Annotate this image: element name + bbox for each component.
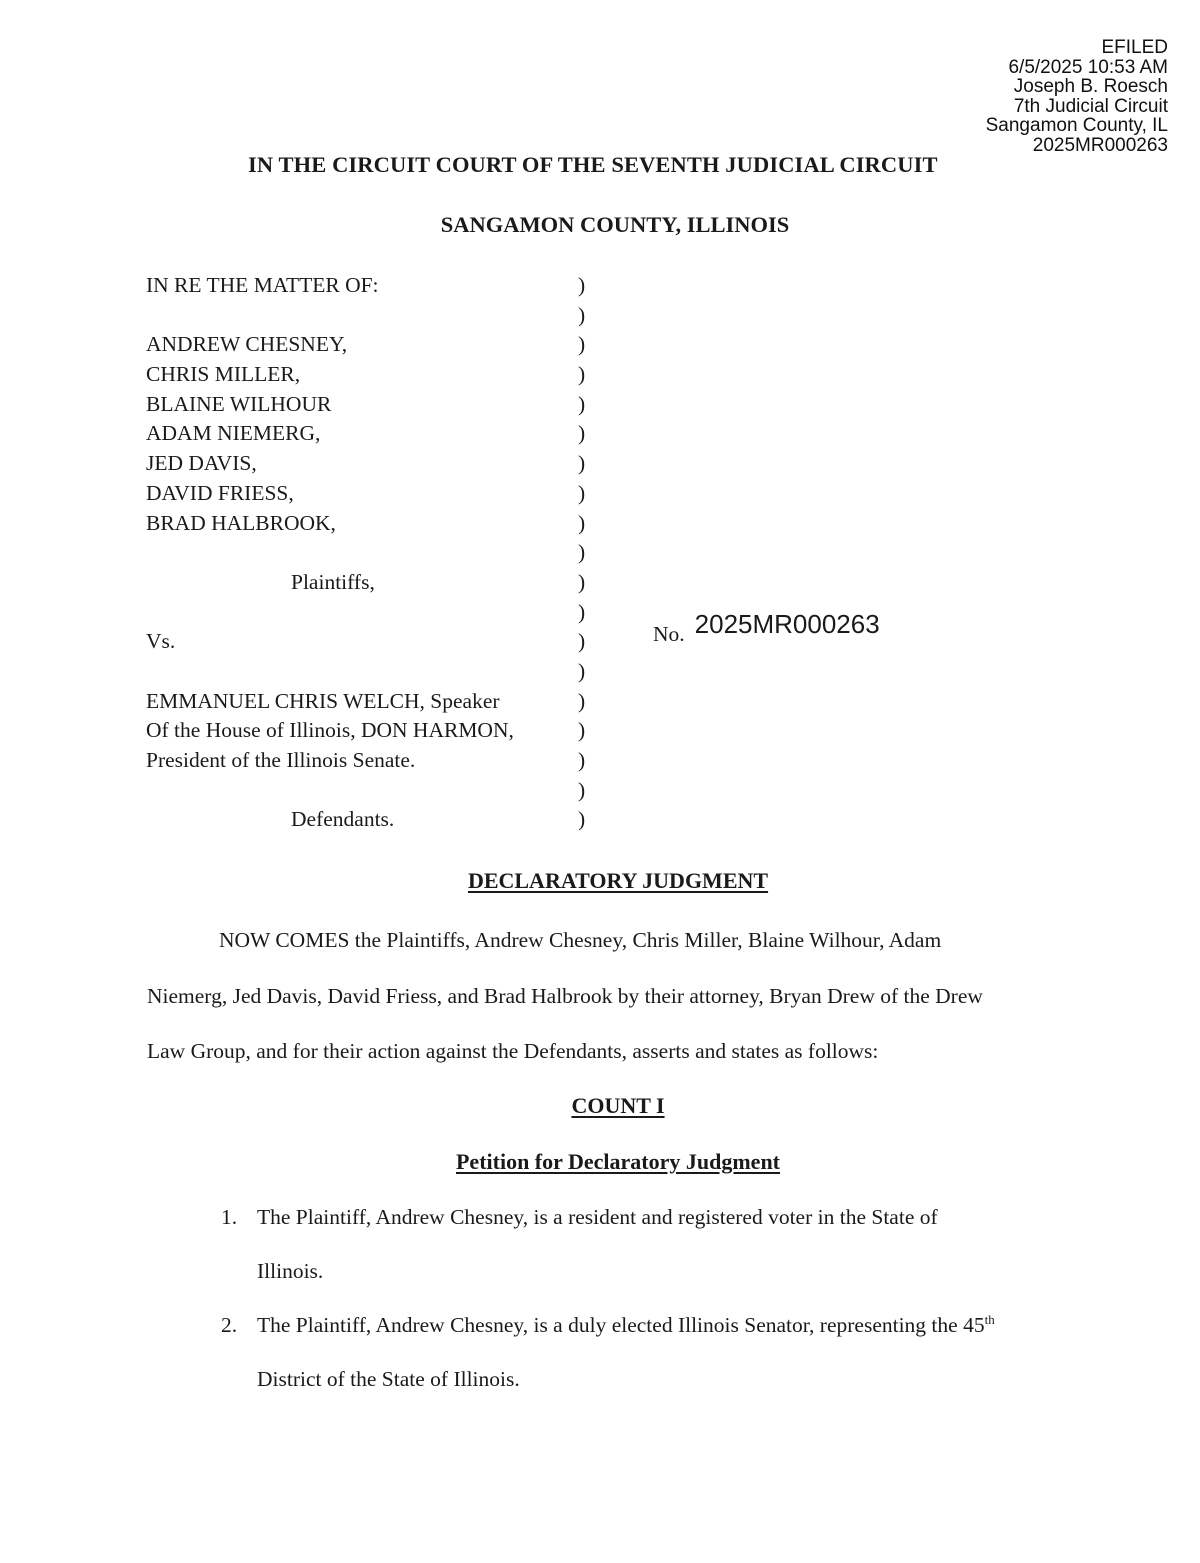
allegation-text — [257, 1313, 995, 1338]
intro-line: Law Group, and for their action against the Defendants, asserts and states as follows: — [147, 1039, 879, 1063]
caption-paren: ) — [578, 748, 586, 772]
blank-line — [146, 657, 514, 687]
caption-paren: ) — [578, 451, 586, 476]
caption-paren: ) — [578, 273, 586, 297]
caption-paren: ) — [578, 421, 586, 446]
plaintiff-name: BLAINE WILHOUR — [146, 391, 332, 416]
plaintiff-name: JED DAVIS, — [146, 451, 257, 476]
caption-paren: ) — [578, 510, 586, 535]
case-number-label: No. — [653, 622, 685, 646]
plaintiff-name: CHRIS MILLER, — [146, 362, 301, 387]
plaintiff-name: DAVID FRIESS, — [146, 480, 294, 505]
plaintiff-name: ADAM NIEMERG, — [146, 421, 321, 446]
efile-stamp-line: 2025MR000263 — [1032, 134, 1168, 156]
efile-stamp-line: EFILED — [1101, 37, 1168, 58]
blank-line — [146, 776, 514, 806]
case-number-value: 2025MR000263 — [694, 609, 880, 639]
caption-paren: ) — [578, 540, 586, 565]
efile-stamp-line: Sangamon County, IL — [985, 115, 1168, 136]
defendant-line: President of the Illinois Senate. — [146, 748, 416, 772]
caption-paren: ) — [578, 332, 586, 357]
plaintiffs-label: Plaintiffs, — [291, 569, 375, 594]
caption-paren: ) — [578, 629, 586, 654]
caption-paren: ) — [578, 302, 586, 327]
plaintiff-name: ANDREW CHESNEY, — [146, 332, 348, 357]
court-title: IN THE CIRCUIT COURT OF THE SEVENTH JUDICIAL CIRCUIT — [248, 152, 938, 177]
allegation-number: 1. — [221, 1205, 238, 1229]
allegation-number: 2. — [221, 1313, 238, 1337]
blank-line — [146, 301, 514, 331]
caption-paren: ) — [578, 658, 586, 683]
count-subtitle: Petition for Declaratory Judgment — [455, 1149, 781, 1174]
defendants-label: Defendants. — [291, 807, 395, 832]
case-number — [653, 609, 880, 648]
efile-stamp-line: Joseph B. Roesch — [1013, 76, 1168, 97]
document-title: DECLARATORY JUDGMENT — [467, 868, 769, 893]
blank-line — [146, 598, 514, 628]
blank-line — [146, 538, 514, 568]
allegation-text: District of the State of Illinois. — [257, 1367, 520, 1391]
caption-paren: ) — [578, 688, 586, 713]
allegation-text-main: The Plaintiff, Andrew Chesney, is a duly elected Illinois Senator, representing the 45 — [257, 1313, 985, 1337]
efile-stamp-line: 7th Judicial Circuit — [1013, 95, 1168, 117]
caption-paren: ) — [578, 391, 586, 416]
plaintiff-name: BRAD HALBROOK, — [146, 510, 336, 535]
caption-paren: ) — [578, 807, 586, 832]
allegation-text: Illinois. — [257, 1259, 324, 1283]
intro-line: Niemerg, Jed Davis, David Friess, and Brad Halbrook by their attorney, Bryan Drew of the Drew — [147, 984, 983, 1008]
versus-label: Vs. — [146, 629, 176, 654]
caption-paren: ) — [578, 362, 586, 387]
efile-stamp-line: 6/5/2025 10:53 AM — [1008, 56, 1168, 78]
intro-line: NOW COMES the Plaintiffs, Andrew Chesney, Chris Miller, Blaine Wilhour, Adam — [219, 928, 942, 952]
caption-paren: ) — [578, 777, 586, 802]
in-re-line: IN RE THE MATTER OF: — [146, 273, 379, 297]
county-title: SANGAMON COUNTY, ILLINOIS — [440, 212, 790, 237]
defendant-line: EMMANUEL CHRIS WELCH, Speaker — [146, 688, 500, 713]
ordinal-suffix: th — [984, 1311, 995, 1327]
efile-stamp — [986, 38, 1168, 155]
caption-paren: ) — [578, 599, 586, 624]
caption-paren: ) — [578, 480, 586, 505]
case-caption-parties — [146, 271, 514, 835]
allegation-text: The Plaintiff, Andrew Chesney, is a resident and registered voter in the State of — [257, 1205, 938, 1229]
caption-paren: ) — [578, 569, 586, 594]
caption-paren: ) — [578, 718, 586, 743]
count-title: COUNT I — [571, 1093, 665, 1118]
defendant-line: Of the House of Illinois, DON HARMON, — [146, 718, 514, 743]
caption-paren-column — [578, 271, 585, 835]
